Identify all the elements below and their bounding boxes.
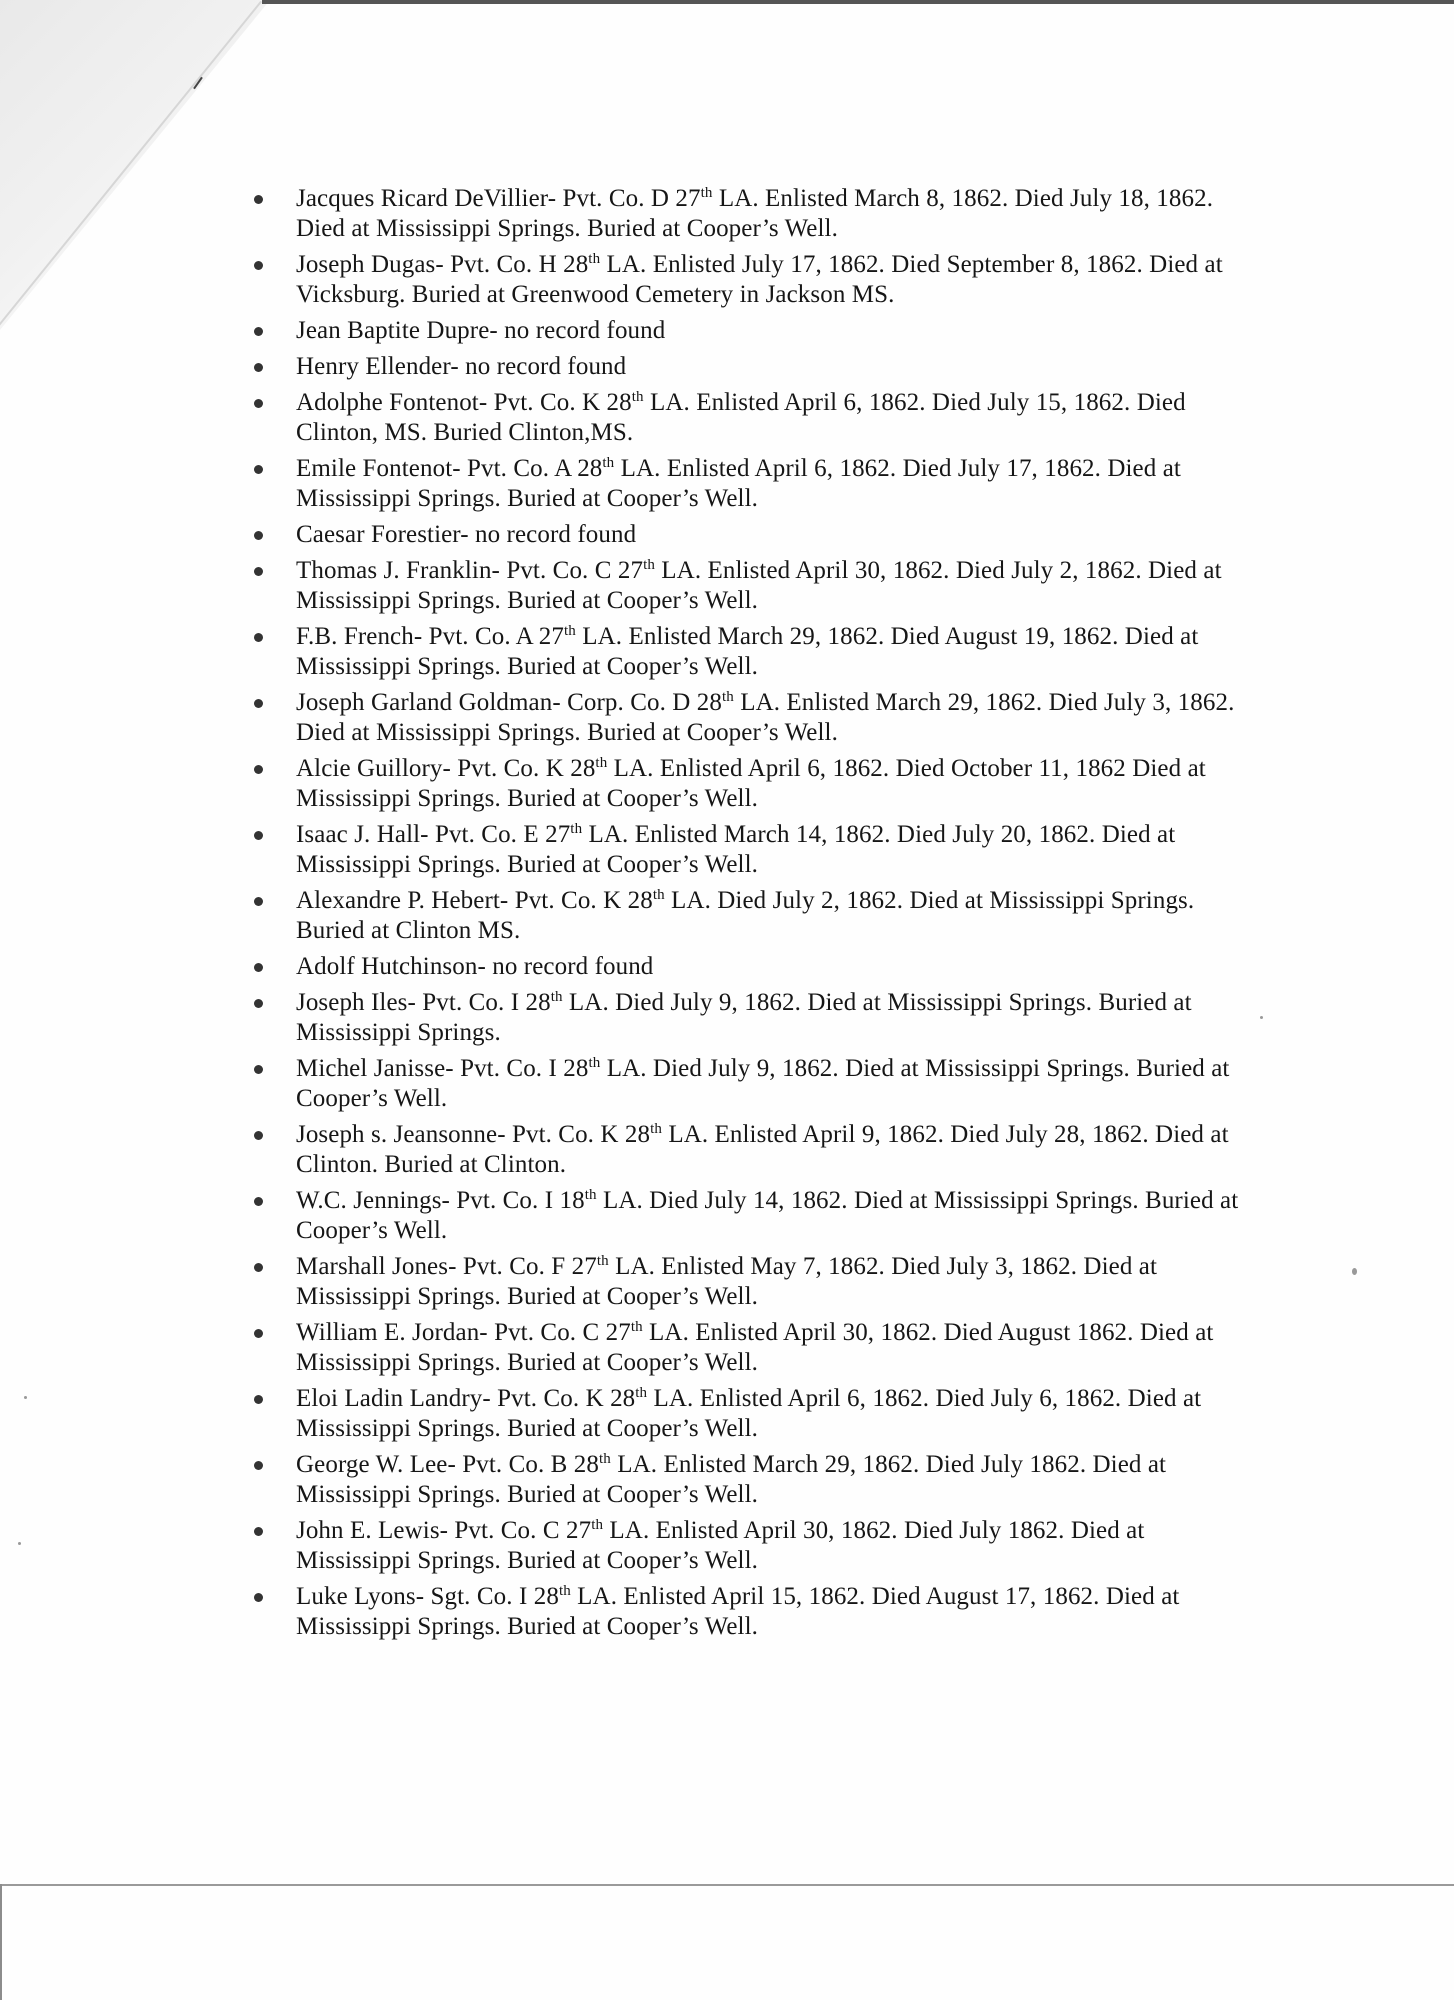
list-item [248, 388, 1248, 448]
service-record: LA. Enlisted July 17, 1862. Died September 8, 1862. Died at Vicksburg. Buried at Greenwood Cemetery in Jackson MS. [296, 251, 1223, 308]
ordinal-suffix: th [631, 389, 644, 405]
unit-info: - Pvt. Co. I 18 [441, 1187, 585, 1214]
entry-text [296, 1054, 1248, 1114]
service-record: LA. Died July 9, 1862. Died at Mississippi Springs. Buried at Cooper’s Well. [296, 1055, 1230, 1112]
soldier-name: Joseph s. Jeansonne [296, 1121, 498, 1148]
list-item [248, 1384, 1248, 1444]
list-item [248, 1252, 1248, 1312]
list-item [248, 1186, 1248, 1246]
entry-text [296, 1516, 1248, 1576]
entry-text [296, 388, 1248, 448]
ordinal-suffix: th [643, 557, 655, 573]
bullet-icon [254, 765, 263, 774]
unit-info: - Pvt. Co. I 28 [445, 1055, 589, 1082]
soldier-name: Eloi Ladin Landry [296, 1385, 483, 1412]
ordinal-suffix: th [550, 989, 563, 1005]
entry-text [296, 520, 1248, 550]
ordinal-suffix: th [595, 755, 608, 771]
entry-text [296, 250, 1248, 310]
entry-text [296, 316, 1248, 346]
bullet-icon [254, 699, 263, 708]
bullet-icon [254, 1197, 263, 1206]
ordinal-suffix: th [570, 821, 583, 837]
entry-text [296, 1318, 1248, 1378]
service-record: LA. Enlisted March 29, 1862. Died August 19, 1862. Died at Mississippi Springs. Buried at Cooper’s Well. [296, 623, 1199, 680]
ordinal-suffix: th [584, 1187, 597, 1203]
scan-bottom-edge [0, 1884, 1454, 1886]
soldier-name: William E. Jordan [296, 1319, 480, 1346]
soldier-name: Joseph Iles [296, 989, 408, 1016]
service-record: LA. Enlisted April 30, 1862. Died August 1862. Died at Mississippi Springs. Buried at Cooper’s Well. [296, 1319, 1214, 1376]
bullet-icon [254, 633, 263, 642]
entry-text [296, 1384, 1248, 1444]
bullet-icon [254, 1593, 263, 1602]
list-item [248, 1054, 1248, 1114]
bullet-icon [254, 831, 263, 840]
entry-text [296, 1120, 1248, 1180]
soldier-name: Jean Baptite Dupre [296, 317, 490, 344]
service-record: LA. Enlisted March 29, 1862. Died July 3, 1862. Died at Mississippi Springs. Buried at Cooper’s Well. [296, 689, 1235, 746]
entry-text [296, 1582, 1248, 1642]
soldier-name: Adolphe Fontenot [296, 389, 479, 416]
service-record: LA. Enlisted April 9, 1862. Died July 28, 1862. Died at Clinton. Buried at Clinton. [296, 1121, 1229, 1178]
list-item [248, 622, 1248, 682]
entry-text [296, 886, 1248, 946]
unit-info: - Pvt. Co. I 28 [407, 989, 551, 1016]
list-item [248, 1120, 1248, 1180]
bullet-icon [254, 195, 263, 204]
unit-info: - Pvt. Co. F 27 [448, 1253, 597, 1280]
bullet-icon [254, 465, 263, 474]
bullet-icon [254, 897, 263, 906]
ordinal-suffix: th [588, 251, 601, 267]
list-item [248, 1582, 1248, 1642]
list-item [248, 250, 1248, 310]
service-record: LA. Enlisted April 6, 1862. Died July 17, 1862. Died at Mississippi Springs. Buried at Cooper’s Well. [296, 455, 1181, 512]
list-item [248, 316, 1248, 346]
list-item [248, 556, 1248, 616]
entry-text [296, 352, 1248, 382]
service-record: LA. Enlisted April 6, 1862. Died July 6, 1862. Died at Mississippi Springs. Buried at Cooper’s Well. [296, 1385, 1202, 1442]
soldier-name: Joseph Dugas [296, 251, 436, 278]
scan-speck [24, 1396, 27, 1399]
bullet-icon [254, 531, 263, 540]
soldier-name: Thomas J. Franklin [296, 557, 492, 584]
unit-info: - no record found [450, 353, 627, 380]
unit-info: - Pvt. Co. K 28 [499, 887, 653, 914]
service-record: LA. Enlisted April 15, 1862. Died August 17, 1862. Died at Mississippi Springs. Buried at Cooper’s Well. [296, 1583, 1180, 1640]
soldier-name: Alcie Guillory [296, 755, 443, 782]
unit-info: - Pvt. Co. E 27 [420, 821, 571, 848]
unit-info: - no record found [460, 521, 637, 548]
list-item [248, 1450, 1248, 1510]
entry-text [296, 184, 1248, 244]
ordinal-suffix: th [591, 1517, 604, 1533]
list-item [248, 754, 1248, 814]
bullet-icon [254, 261, 263, 270]
ordinal-suffix: th [630, 1319, 643, 1335]
soldier-name: Adolf Hutchinson [296, 953, 478, 980]
scan-speck [18, 1542, 21, 1545]
unit-info: - Pvt. Co. C 27 [479, 1319, 631, 1346]
scan-speck [1352, 1268, 1357, 1275]
soldier-name: George W. Lee [296, 1451, 448, 1478]
entry-text [296, 1450, 1248, 1510]
soldier-name: Marshall Jones [296, 1253, 449, 1280]
list-item [248, 1516, 1248, 1576]
unit-info: - Pvt. Co. A 28 [452, 455, 603, 482]
bullet-icon [254, 999, 263, 1008]
unit-info: - Pvt. Co. K 28 [442, 755, 596, 782]
entry-text [296, 988, 1248, 1048]
soldier-name: Isaac J. Hall [296, 821, 421, 848]
scan-left-edge [0, 1884, 2, 2000]
unit-info: - no record found [489, 317, 666, 344]
folded-corner [0, 0, 270, 330]
soldier-name: Caesar Forestier [296, 521, 461, 548]
bullet-icon [254, 399, 263, 408]
list-item [248, 1318, 1248, 1378]
ordinal-suffix: th [596, 1253, 609, 1269]
soldier-list [248, 184, 1248, 1648]
list-item [248, 820, 1248, 880]
bullet-icon [254, 1461, 263, 1470]
unit-info: - Pvt. Co. C 27 [491, 557, 644, 584]
ordinal-suffix: th [599, 1451, 611, 1467]
ordinal-suffix: th [721, 689, 734, 705]
ordinal-suffix: th [652, 887, 665, 903]
list-item [248, 520, 1248, 550]
entry-text [296, 820, 1248, 880]
ordinal-suffix: th [602, 455, 615, 471]
bullet-icon [254, 1527, 263, 1536]
service-record: LA. Died July 9, 1862. Died at Mississippi Springs. Buried at Mississippi Springs. [296, 989, 1192, 1046]
bullet-icon [254, 1263, 263, 1272]
bullet-icon [254, 963, 263, 972]
service-record: LA. Enlisted May 7, 1862. Died July 3, 1862. Died at Mississippi Springs. Buried at Cooper’s Well. [296, 1253, 1158, 1310]
bullet-icon [254, 363, 263, 372]
bullet-icon [254, 567, 263, 576]
list-item [248, 886, 1248, 946]
scan-speck [1260, 1016, 1263, 1019]
service-record: LA. Enlisted March 8, 1862. Died July 18, 1862. Died at Mississippi Springs. Buried at Cooper’s Well. [296, 185, 1214, 242]
service-record: LA. Died July 14, 1862. Died at Mississippi Springs. Buried at Cooper’s Well. [296, 1187, 1239, 1244]
soldier-name: Luke Lyons [296, 1583, 416, 1610]
soldier-name: Alexandre P. Hebert [296, 887, 500, 914]
soldier-name: F.B. French [296, 623, 414, 650]
unit-info: - Pvt. Co. H 28 [435, 251, 589, 278]
unit-info: - Pvt. Co. C 27 [439, 1517, 592, 1544]
unit-info: - Pvt. Co. B 28 [447, 1451, 600, 1478]
entry-text [296, 754, 1248, 814]
soldier-name: Joseph Garland Goldman [296, 689, 553, 716]
entry-text [296, 952, 1248, 982]
unit-info: - Corp. Co. D 28 [552, 689, 722, 716]
ordinal-suffix: th [700, 185, 713, 201]
service-record: LA. Enlisted April 6, 1862. Died October 11, 1862 Died at Mississippi Springs. Buried at Cooper’s Well. [296, 755, 1206, 812]
soldier-name: Jacques Ricard DeVillier [296, 185, 548, 212]
list-item [248, 184, 1248, 244]
ordinal-suffix: th [558, 1583, 571, 1599]
bullet-icon [254, 1065, 263, 1074]
unit-info: - Pvt. Co. K 28 [482, 1385, 636, 1412]
service-record: LA. Enlisted March 14, 1862. Died July 20, 1862. Died at Mississippi Springs. Buried at Cooper’s Well. [296, 821, 1176, 878]
soldier-name: Henry Ellender [296, 353, 451, 380]
service-record: LA. Enlisted March 29, 1862. Died July 1862. Died at Mississippi Springs. Buried at Cooper’s Well. [296, 1451, 1167, 1508]
bullet-icon [254, 1329, 263, 1338]
bullet-icon [254, 1395, 263, 1404]
soldier-name: W.C. Jennings [296, 1187, 442, 1214]
bullet-icon [254, 327, 263, 336]
list-item [248, 454, 1248, 514]
entry-text [296, 454, 1248, 514]
service-record: LA. Enlisted April 30, 1862. Died July 1862. Died at Mississippi Springs. Buried at Cooper’s Well. [296, 1517, 1145, 1574]
soldier-name: John E. Lewis [296, 1517, 440, 1544]
entry-text [296, 622, 1248, 682]
unit-info: - Pvt. Co. K 28 [497, 1121, 651, 1148]
list-item [248, 952, 1248, 982]
unit-info: - Pvt. Co. K 28 [478, 389, 632, 416]
soldier-name: Emile Fontenot [296, 455, 453, 482]
entry-text [296, 556, 1248, 616]
unit-info: - Sgt. Co. I 28 [415, 1583, 559, 1610]
unit-info: - Pvt. Co. D 27 [547, 185, 701, 212]
scan-top-edge [262, 0, 1454, 4]
bullet-icon [254, 1131, 263, 1140]
ordinal-suffix: th [650, 1121, 662, 1137]
ordinal-suffix: th [635, 1385, 648, 1401]
service-record: LA. Died July 2, 1862. Died at Mississippi Springs. Buried at Clinton MS. [296, 887, 1195, 944]
service-record: LA. Enlisted April 30, 1862. Died July 2, 1862. Died at Mississippi Springs. Buried at Cooper’s Well. [296, 557, 1222, 614]
ordinal-suffix: th [588, 1055, 601, 1071]
entry-text [296, 1186, 1248, 1246]
entry-text [296, 1252, 1248, 1312]
service-record: LA. Enlisted April 6, 1862. Died July 15, 1862. Died Clinton, MS. Buried Clinton,MS. [296, 389, 1186, 446]
ordinal-suffix: th [564, 623, 576, 639]
soldier-name: Michel Janisse [296, 1055, 446, 1082]
unit-info: - Pvt. Co. A 27 [413, 623, 565, 650]
list-item [248, 988, 1248, 1048]
list-item [248, 352, 1248, 382]
list-item [248, 688, 1248, 748]
unit-info: - no record found [477, 953, 654, 980]
entry-text [296, 688, 1248, 748]
